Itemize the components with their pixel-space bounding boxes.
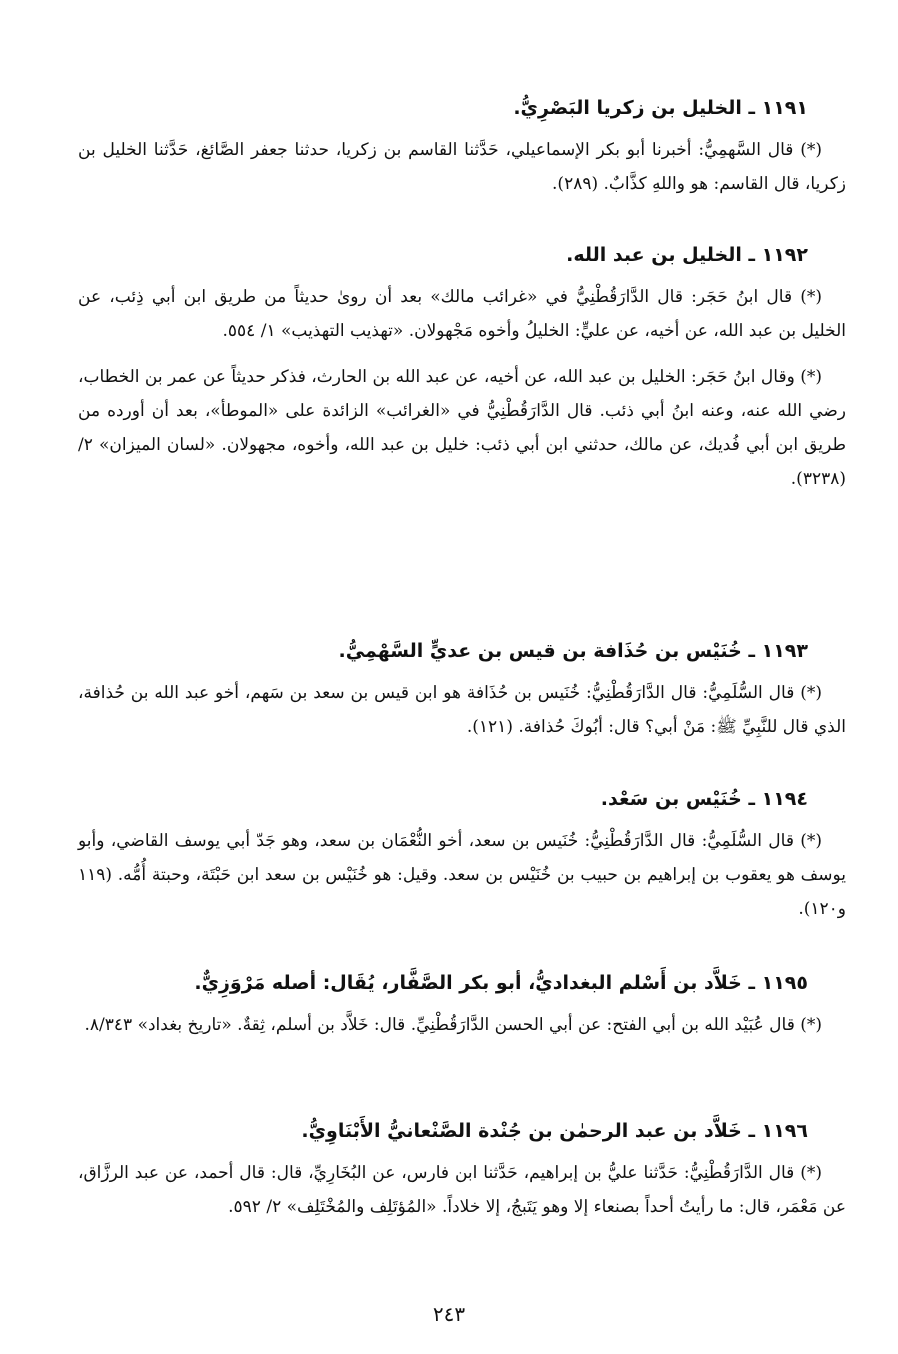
entry-paragraph: (*) قال عُبَيْد الله بن أبي الفتح: عن أبي الحسن الدَّارَقُطْنِيِّ. قال: خَلاَّد بن أسلم، ثِقةٌ. «تاريخ بغداد» ٨/٣٤٣. (84, 1015, 822, 1035)
entry-heading: ١١٩١ ـ الخليل بن زكريا البَصْرِيُّ. (513, 97, 808, 119)
entry-heading: ١١٩٥ ـ خَلاَّد بن أَسْلم البغداديُّ، أبو بكر الصَّفَّار، يُقَال: أصله مَرْوَزِيٌّ. (194, 972, 808, 994)
entry-paragraph: (*) قال السُّلَمِيُّ: قال الدَّارَقُطْنِيُّ: خُنَيس بن حُذَافة هو ابن قيس بن سعد بن سَهم، أخو عبد الله بن حُذافة، الذي قال للنَّبِيِّ ﷺ: مَنْ أبي؟ قال: أبُوكَ حُذافة. (١٢١). (78, 683, 846, 737)
entry-paragraph: (*) قال ابنُ حَجَر: قال الدَّارَقُطْنِيُّ في «غرائب مالك» بعد أن روىٰ حديثاً من طريق ابن أبي ذِئب، عن الخليل بن عبد الله، عن أخيه، عن عليٍّ: الخليلُ وأخوه مَجْهولان. «تهذيب التهذيب» ١/ ٥٥٤. (78, 287, 846, 341)
entry-paragraph: (*) وقال ابنُ حَجَر: الخليل بن عبد الله، عن أخيه، عن عبد الله بن الحارث، فذكر حديثاً عن عمر بن الخطاب، رضي الله عنه، وعنه ابنُ أبي ذئب. قال الدَّارَقُطْنِيُّ في «الغرائب» الزائدة على «الموطأ»، بعد أن أورده من طريق ابن أبي فُديك، عن مالك، حدثني ابن أبي ذئب: خليل بن عبد الله، وأخوه، مجهولان. «لسان الميزان» ٢/ (٣٢٣٨). (78, 367, 846, 489)
entry-heading: ١١٩٦ ـ خَلاَّد بن عبد الرحمٰن بن جُنْدة الصَّنْعانيُّ الأَبْنَاوِيُّ. (301, 1120, 808, 1142)
entry-paragraph: (*) قال الدَّارَقُطْنِيُّ: حَدَّثنا عليُّ بن إبراهيم، حَدَّثنا ابن فارس، عن البُخَارِيِّ، قال: قال أحمد، عن عبد الرزَّاق، عن مَعْمَر، قال: ما رأيتُ أحداً بصنعاء إلا وهو يَتَبجُ، إلا خلاداً. «المُؤتَلِف والمُخْتَلِف» ٢/ ٥٩٢. (78, 1163, 846, 1217)
entry-1193 (78, 636, 846, 744)
entry-1194 (78, 784, 846, 926)
entry-heading: ١١٩٢ ـ الخليل بن عبد الله. (566, 244, 808, 266)
entry-1195 (78, 968, 846, 1042)
entry-paragraph: (*) قال السَّهمِيُّ: أخبرنا أبو بكر الإسماعيلي، حَدَّثنا القاسم بن زكريا، حدثنا جعفر الصَّائغ، حَدَّثنا الخليل بن زكريا، قال القاسم: هو واللهِ كذَّابٌ. (٢٨٩). (78, 140, 846, 194)
entry-1191 (78, 93, 846, 201)
entry-heading: ١١٩٤ ـ خُنَيْس بن سَعْد. (600, 788, 808, 810)
entry-1192 (78, 240, 846, 496)
entry-paragraph: (*) قال السُّلَمِيُّ: قال الدَّارَقُطْنِيُّ: خُنَيس بن سعد، أخو النُّعْمَان بن سعد، وهو جَدّ أبي يوسف القاضي، وأبو يوسف هو يعقوب بن إبراهيم بن حبيب بن خُنَيْس بن سعد. وقيل: هو خُنَيْس بن سعد ابن حَبْتَة، وحبتة أُمُّه. (١١٩ و١٢٠). (78, 831, 846, 919)
entry-heading: ١١٩٣ ـ خُنَيْس بن حُذَافة بن قيس بن عديٍّ السَّهْمِيُّ. (338, 640, 808, 662)
page-number: ٢٤٣ (432, 1302, 466, 1326)
entry-1196 (78, 1116, 846, 1224)
